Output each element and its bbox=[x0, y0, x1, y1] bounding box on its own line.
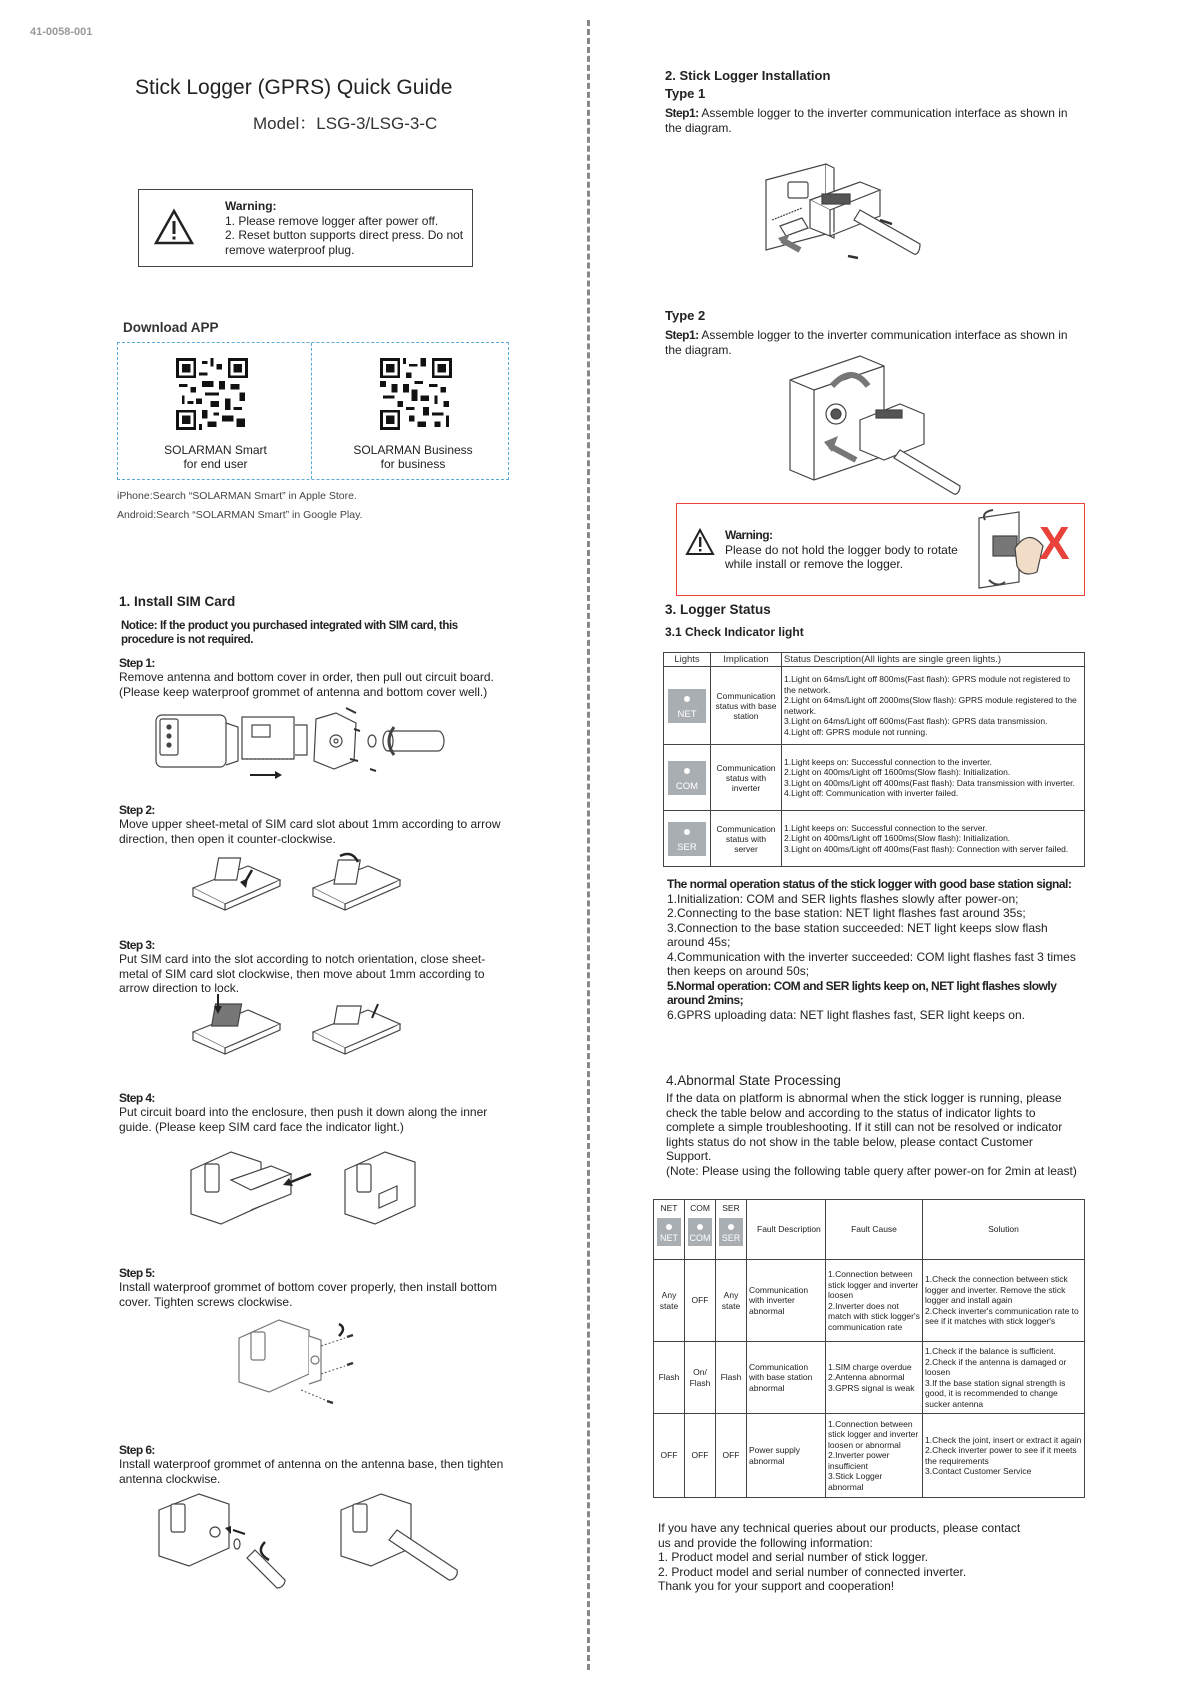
step-6-figure bbox=[155, 1490, 515, 1590]
step-4-figure bbox=[185, 1140, 445, 1230]
install-heading: 2. Stick Logger Installation bbox=[665, 68, 831, 83]
download-app-title: Download APP bbox=[123, 320, 219, 335]
light-name: COM bbox=[675, 780, 699, 792]
model-label: Model：LSG-3/LSG-3-C bbox=[253, 114, 438, 133]
type2-label: Type 2 bbox=[665, 308, 706, 323]
table-row bbox=[654, 1414, 1085, 1498]
step-6-label: Step 6: bbox=[119, 1443, 155, 1457]
warning-line-2: 2. Reset button supports direct press. Do not remove waterproof plug. bbox=[225, 228, 464, 257]
light-name: SER bbox=[677, 841, 697, 853]
status-desc: 3.Light on 400ms/Light off 400ms(Fast flash): Data transmission with inverter. bbox=[784, 777, 1075, 788]
fault-table bbox=[653, 1199, 1085, 1498]
step-5 bbox=[119, 1266, 514, 1309]
status-desc: 1.Light on 64ms/Light off 800ms(Fast flash): GPRS module not registered to the network. bbox=[784, 674, 1071, 695]
normal-operation bbox=[667, 877, 1087, 1022]
warning-line-1: 1. Please remove logger after power off. bbox=[225, 213, 439, 228]
app-label-business bbox=[323, 443, 503, 471]
net-light-icon bbox=[657, 1218, 681, 1246]
contact-item-1: 1. Product model and serial number of stick logger. bbox=[658, 1550, 929, 1564]
type1-step bbox=[665, 106, 1085, 135]
table-row bbox=[664, 667, 1085, 745]
fault-description: Communication with inverter abnormal bbox=[747, 1260, 826, 1342]
ser-light-name: SER bbox=[721, 1233, 741, 1243]
abnormal-note: (Note: Please using the following table query after power-on for 2min at least) bbox=[666, 1163, 1077, 1178]
com-light-icon bbox=[688, 1218, 712, 1246]
solution: 1.Check the joint, insert or extract it again bbox=[925, 1434, 1082, 1445]
step-2-text: Move upper sheet-metal of SIM card slot about 1mm according to arrow direction, then open it counter-clockwise. bbox=[119, 817, 501, 846]
warning-box bbox=[138, 189, 473, 267]
status-subheading: 3.1 Check Indicator light bbox=[665, 625, 804, 639]
step-5-text: Install waterproof grommet of bottom cover properly, then install bottom cover. Tighten screws clockwise. bbox=[119, 1280, 497, 1309]
rotate-warning-box bbox=[676, 503, 1085, 596]
page-divider bbox=[587, 20, 590, 1670]
sim-heading: 1. Install SIM Card bbox=[119, 594, 236, 609]
step-3-text: Put SIM card into the slot according to notch orientation, close sheet-metal of SIM card slot clockwise, then move about 1mm according to arrow direction to lock. bbox=[119, 952, 486, 995]
fault-description: Power supply abnormal bbox=[747, 1414, 826, 1498]
step-2 bbox=[119, 803, 514, 846]
abnormal-intro-text: If the data on platform is abnormal when the stick logger is running, please check the table below and according to the status of indicator lights to complete a simple troubleshooting. If it still can not be resolved or indicator lights status do not show in the table below, please contact Customer Support. bbox=[666, 1091, 1063, 1163]
qr-separator bbox=[311, 343, 312, 479]
net-state: Flash bbox=[654, 1342, 685, 1414]
type1-step-text: Assemble logger to the inverter communication interface as shown in the diagram. bbox=[665, 106, 1068, 135]
solution: 3.If the base station signal strength is good, it is recommended to change sucker antenna bbox=[925, 1377, 1066, 1409]
col-implication: Implication bbox=[711, 653, 782, 667]
status-desc: 1.Light keeps on: Successful connection to the server. bbox=[784, 822, 988, 833]
fault-cause: 1.Connection between stick logger and inverter loosen or abnormal bbox=[828, 1418, 919, 1450]
contact-section bbox=[658, 1521, 1028, 1594]
status-desc: 3.Light on 64ms/Light off 600ms(Fast flash): GPRS data transmission. bbox=[784, 716, 1048, 726]
app-sub-business: for business bbox=[380, 457, 446, 471]
warning-icon bbox=[685, 528, 715, 556]
document-code: 41-0058-001 bbox=[30, 26, 93, 38]
step-5-figure bbox=[235, 1310, 385, 1410]
x-mark-icon: X bbox=[1039, 517, 1070, 569]
col-lights: Lights bbox=[664, 653, 711, 667]
fault-cause: 1.SIM charge overdue bbox=[828, 1361, 912, 1372]
step-5-label: Step 5: bbox=[119, 1266, 155, 1280]
solution: 1.Check the connection between stick logger and inverter. Remove the stick logger and install again bbox=[925, 1274, 1068, 1306]
net-state: Any state bbox=[654, 1260, 685, 1342]
col-fault-cause: Fault Cause bbox=[826, 1200, 923, 1260]
step-2-label: Step 2: bbox=[119, 803, 155, 817]
normal-item: 4.Communication with the inverter succeeded: COM light flashes fast 3 times then keeps on around 50s; bbox=[667, 949, 1076, 978]
page-title: Stick Logger (GPRS) Quick Guide bbox=[135, 76, 453, 99]
com-state: OFF bbox=[685, 1260, 716, 1342]
col-net: NET bbox=[660, 1203, 678, 1213]
com-state: OFF bbox=[685, 1414, 716, 1498]
status-desc: 3.Light on 400ms/Light off 400ms(Fast flash): Connection with server failed. bbox=[784, 843, 1069, 854]
col-fault-description: Fault Description bbox=[747, 1200, 826, 1260]
type2-step-text: Assemble logger to the inverter communication interface as shown in the diagram. bbox=[665, 328, 1068, 357]
col-status: Status Description(All lights are single green lights.) bbox=[782, 653, 1085, 667]
qr-code-business[interactable] bbox=[380, 358, 452, 430]
implication: Communication status with base station bbox=[711, 667, 782, 745]
col-solution: Solution bbox=[923, 1200, 1085, 1260]
iphone-note: iPhone:Search “SOLARMAN Smart” in Apple Store. bbox=[117, 490, 357, 502]
ser-state: Flash bbox=[716, 1342, 747, 1414]
step-6 bbox=[119, 1443, 514, 1486]
qr-code-smart[interactable] bbox=[176, 358, 248, 430]
step-4-label: Step 4: bbox=[119, 1091, 155, 1105]
solution: 3.Contact Customer Service bbox=[925, 1466, 1032, 1476]
type1-figure bbox=[760, 160, 940, 275]
normal-item: 6.GPRS uploading data: NET light flashes fast, SER light keeps on. bbox=[667, 1007, 1025, 1022]
abnormal-intro bbox=[666, 1091, 1076, 1178]
net-light-name: NET bbox=[660, 1233, 678, 1243]
sim-notice: Notice: If the product you purchased integrated with SIM card, this procedure is not required. bbox=[121, 620, 458, 646]
fault-cause: 2.Antenna abnormal bbox=[828, 1372, 905, 1383]
fault-cause: 3.Stick Logger abnormal bbox=[828, 1471, 883, 1492]
normal-item: 5.Normal operation: COM and SER lights keep on, NET light flashes slowly around 2mins; bbox=[667, 978, 1057, 1007]
status-desc: 2.Light on 64ms/Light off 2000ms(Slow flash): GPRS module registered to the network. bbox=[784, 695, 1077, 716]
com-state: On/ Flash bbox=[685, 1342, 716, 1414]
download-app-box bbox=[117, 342, 509, 480]
table-row bbox=[664, 745, 1085, 811]
step-1 bbox=[119, 656, 509, 699]
com-light-icon bbox=[668, 761, 706, 795]
step-4 bbox=[119, 1091, 504, 1134]
type1-label: Type 1 bbox=[665, 86, 706, 101]
app-sub-smart: for end user bbox=[183, 457, 248, 471]
table-row bbox=[654, 1342, 1085, 1414]
normal-title: The normal operation status of the stick logger with good base station signal: bbox=[667, 877, 1072, 891]
table-row bbox=[654, 1260, 1085, 1342]
type1-step-label: Step1: bbox=[665, 106, 699, 120]
normal-item: 3.Connection to the base station succeeded: NET light keeps slow flash around 45s; bbox=[667, 920, 1048, 949]
status-desc: 4.Light off: GPRS module not running. bbox=[784, 726, 928, 737]
com-light-name: COM bbox=[689, 1233, 711, 1243]
solution: 2.Check if the antenna is damaged or loosen bbox=[925, 1356, 1067, 1377]
fault-description: Communication with base station abnormal bbox=[747, 1342, 826, 1414]
ser-light-icon bbox=[668, 822, 706, 856]
status-desc: 2.Light on 400ms/Light off 1600ms(Slow flash): Initialization. bbox=[784, 767, 1011, 777]
light-name: NET bbox=[677, 708, 697, 720]
app-name-smart: SOLARMAN Smart bbox=[164, 443, 267, 457]
solution: 2.Check inverter power to see if it meets the requirements bbox=[925, 1445, 1077, 1466]
fault-cause: 3.GPRS signal is weak bbox=[828, 1382, 915, 1393]
table-row bbox=[664, 811, 1085, 867]
step-3 bbox=[119, 938, 504, 996]
step-3-figure bbox=[190, 990, 420, 1070]
ser-state: Any state bbox=[716, 1260, 747, 1342]
rotate-warning-title: Warning: bbox=[725, 528, 773, 542]
app-label-smart bbox=[128, 443, 303, 471]
contact-intro: If you have any technical queries about our products, please contact us and provide the following information: bbox=[658, 1521, 1021, 1550]
warning-title: Warning: bbox=[225, 199, 277, 213]
normal-item: 1.Initialization: COM and SER lights flashes slowly after power-on; bbox=[667, 891, 1019, 906]
ser-light-icon bbox=[719, 1218, 743, 1246]
implication: Communication status with inverter bbox=[711, 745, 782, 811]
status-desc: 2.Light on 400ms/Light off 1600ms(Slow flash): Initialization. bbox=[784, 833, 1011, 844]
step-1-text: Remove antenna and bottom cover in order, then pull out circuit board. (Please keep waterproof grommet of antenna and bottom cover well.) bbox=[119, 670, 494, 699]
step-3-label: Step 3: bbox=[119, 938, 155, 952]
solution: 1.Check if the balance is sufficient. bbox=[925, 1346, 1056, 1356]
step-1-label: Step 1: bbox=[119, 656, 155, 670]
type2-figure bbox=[780, 350, 980, 500]
step-2-figure bbox=[190, 850, 420, 925]
app-name-business: SOLARMAN Business bbox=[353, 443, 473, 457]
step-6-text: Install waterproof grommet of antenna on the antenna base, then tighten antenna clockwise. bbox=[119, 1457, 504, 1486]
ser-state: OFF bbox=[716, 1414, 747, 1498]
net-state: OFF bbox=[654, 1414, 685, 1498]
net-light-icon bbox=[668, 689, 706, 723]
col-com: COM bbox=[690, 1203, 710, 1213]
col-ser: SER bbox=[722, 1203, 740, 1213]
implication: Communication status with server bbox=[711, 811, 782, 867]
contact-item-2: 2. Product model and serial number of connected inverter. bbox=[658, 1564, 967, 1579]
normal-item: 2.Connecting to the base station: NET light flashes fast around 35s; bbox=[667, 906, 1026, 920]
warning-icon bbox=[153, 208, 195, 246]
step-4-text: Put circuit board into the enclosure, then push it down along the inner guide. (Please keep SIM card face the indicator light.) bbox=[119, 1105, 488, 1134]
abnormal-heading: 4.Abnormal State Processing bbox=[666, 1073, 841, 1088]
indicator-table bbox=[663, 652, 1085, 867]
android-note: Android:Search “SOLARMAN Smart” in Google Play. bbox=[117, 509, 363, 521]
fault-cause: 2.Inverter power insufficient bbox=[828, 1450, 890, 1471]
fault-cause: 2.Inverter does not match with stick logger's communication rate bbox=[828, 1300, 920, 1332]
step-1-figure bbox=[150, 705, 470, 780]
status-desc: 1.Light keeps on: Successful connection to the inverter. bbox=[784, 756, 992, 767]
status-heading: 3. Logger Status bbox=[665, 602, 771, 617]
solution: 2.Check inverter's communication rate to see if it matches with stick logger's bbox=[925, 1305, 1079, 1327]
type2-step-label: Step1: bbox=[665, 328, 699, 342]
status-desc: 4.Light off: Communication with inverter failed. bbox=[784, 788, 959, 798]
fault-cause: 1.Connection between stick logger and inverter loosen bbox=[828, 1269, 919, 1300]
contact-thanks: Thank you for your support and cooperation! bbox=[658, 1579, 895, 1593]
rotate-warning-text: Please do not hold the logger body to rotate while install or remove the logger. bbox=[725, 542, 958, 571]
